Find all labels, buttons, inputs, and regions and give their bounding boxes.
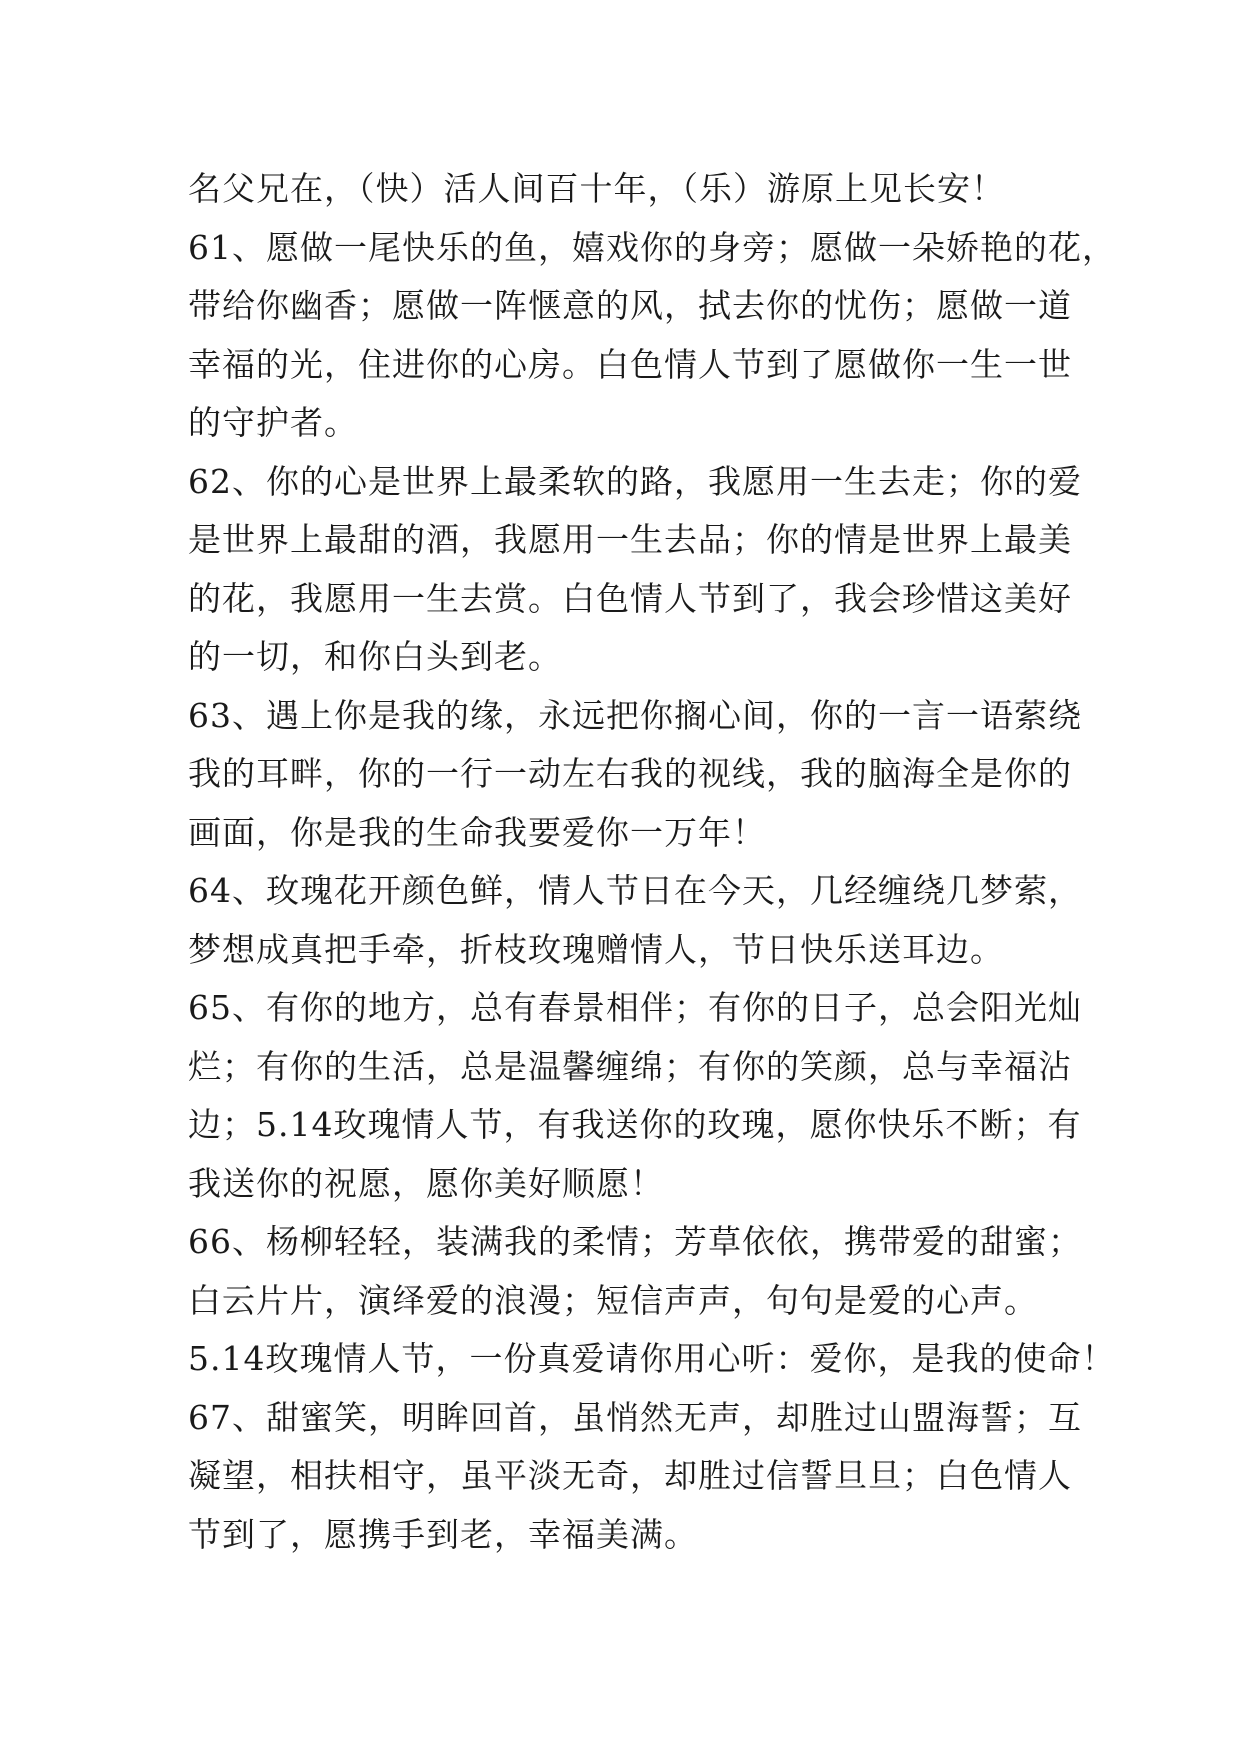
- text-line: 节到了，愿携手到老，幸福美满。: [188, 1514, 698, 1554]
- text-line: 幸福的光，住进你的心房。白色情人节到了愿做你一生一世: [188, 344, 1072, 384]
- text-line: 5.14玫瑰情人节，一份真爱请你用心听：爱你，是我的使命！: [188, 1339, 1116, 1378]
- text-line: 66、杨柳轻轻，装满我的柔情；芳草依依，携带爱的甜蜜；: [188, 1222, 1082, 1261]
- text-line: 63、遇上你是我的缘，永远把你搁心间，你的一言一语萦绕: [188, 695, 1082, 735]
- text-line: 烂；有你的生活，总是温馨缠绵；有你的笑颜，总与幸福沾: [188, 1046, 1072, 1086]
- text-line: 名父兄在，（快）活人间百十年，（乐）游原上见长安！: [188, 169, 1005, 208]
- text-line: 凝望，相扶相守，虽平淡无奇，却胜过信誓旦旦；白色情人: [188, 1456, 1072, 1495]
- text-line: 64、玫瑰花开颜色鲜，情人节日在今天，几经缠绕几梦萦，: [188, 871, 1082, 910]
- text-line: 画面，你是我的生命我要爱你一万年！: [188, 812, 766, 852]
- text-line: 61、愿做一尾快乐的鱼，嬉戏你的身旁；愿做一朵娇艳的花，: [188, 227, 1116, 267]
- text-line: 我的耳畔，你的一行一动左右我的视线，我的脑海全是你的: [188, 754, 1072, 793]
- text-line: 62、你的心是世界上最柔软的路，我愿用一生去走；你的爱: [188, 461, 1082, 501]
- text-line: 边；5.14玫瑰情人节，有我送你的玫瑰，愿你快乐不断；有: [188, 1105, 1082, 1144]
- text-line: 白云片片，演绎爱的浪漫；短信声声，句句是爱的心声。: [188, 1280, 1038, 1320]
- text-line: 的守护者。: [188, 403, 358, 442]
- text-line: 的花，我愿用一生去赏。白色情人节到了，我会珍惜这美好: [188, 578, 1072, 618]
- text-line: 带给你幽香；愿做一阵惬意的风，拭去你的忧伤；愿做一道: [188, 286, 1072, 325]
- text-line: 梦想成真把手牵，折枝玫瑰赠情人，节日快乐送耳边。: [188, 929, 1004, 969]
- body-text: [188, 160, 1116, 1564]
- text-line: 67、甜蜜笑，明眸回首，虽悄然无声，却胜过山盟海誓；互: [188, 1397, 1082, 1437]
- text-line: 的一切，和你白头到老。: [188, 637, 562, 676]
- text-line: 65、有你的地方，总有春景相伴；有你的日子，总会阳光灿: [188, 988, 1082, 1027]
- text-line: 是世界上最甜的酒，我愿用一生去品；你的情是世界上最美: [188, 520, 1072, 559]
- text-line: 我送你的祝愿，愿你美好顺愿！: [188, 1163, 664, 1203]
